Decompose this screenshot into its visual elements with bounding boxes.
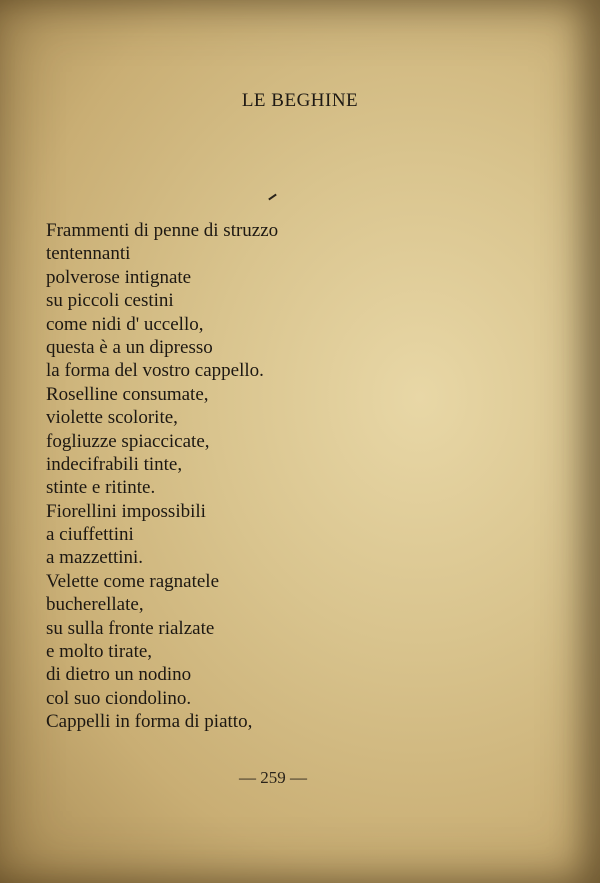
poem-line: questa è a un dipresso [46, 336, 213, 358]
poem-line: polverose intignate [46, 266, 192, 288]
poem-line: tentennanti [46, 243, 131, 265]
poem-line: Fiorellini impossibili [46, 500, 206, 522]
poem-line: di dietro un nodino [46, 664, 192, 686]
poem-line: a ciuffettini [46, 524, 134, 546]
poem-line: su piccoli cestini [46, 290, 174, 312]
poem-line: violette scolorite, [46, 407, 178, 429]
poem-line: Cappelli in forma di piatto, [46, 711, 253, 733]
poem-line: la forma del vostro cappello. [46, 360, 264, 382]
poem-line: col suo ciondolino. [46, 687, 192, 709]
poem-line: Frammenti di penne di struzzo [46, 220, 279, 241]
poem-line: e molto tirate, [46, 641, 153, 663]
poem-line: indecifrabili tinte, [46, 453, 183, 475]
poem-line: su sulla fronte rialzate [46, 617, 215, 639]
poem-line: fogliuzze spiaccicate, [46, 430, 210, 452]
page-number: — 259 — [239, 768, 307, 787]
poem-line: stinte e ritinte. [46, 477, 156, 499]
poem-line: Velette come ragnatele [46, 570, 220, 592]
ink-mark [268, 194, 277, 201]
poem-text [46, 219, 278, 734]
poem-title: LE BEGHINE [241, 90, 359, 111]
poem-line: a mazzettini. [46, 547, 144, 569]
poem-line: come nidi d' uccello, [46, 313, 204, 335]
poem-line: bucherellate, [46, 594, 144, 616]
poem-line: Roselline consumate, [46, 383, 209, 405]
